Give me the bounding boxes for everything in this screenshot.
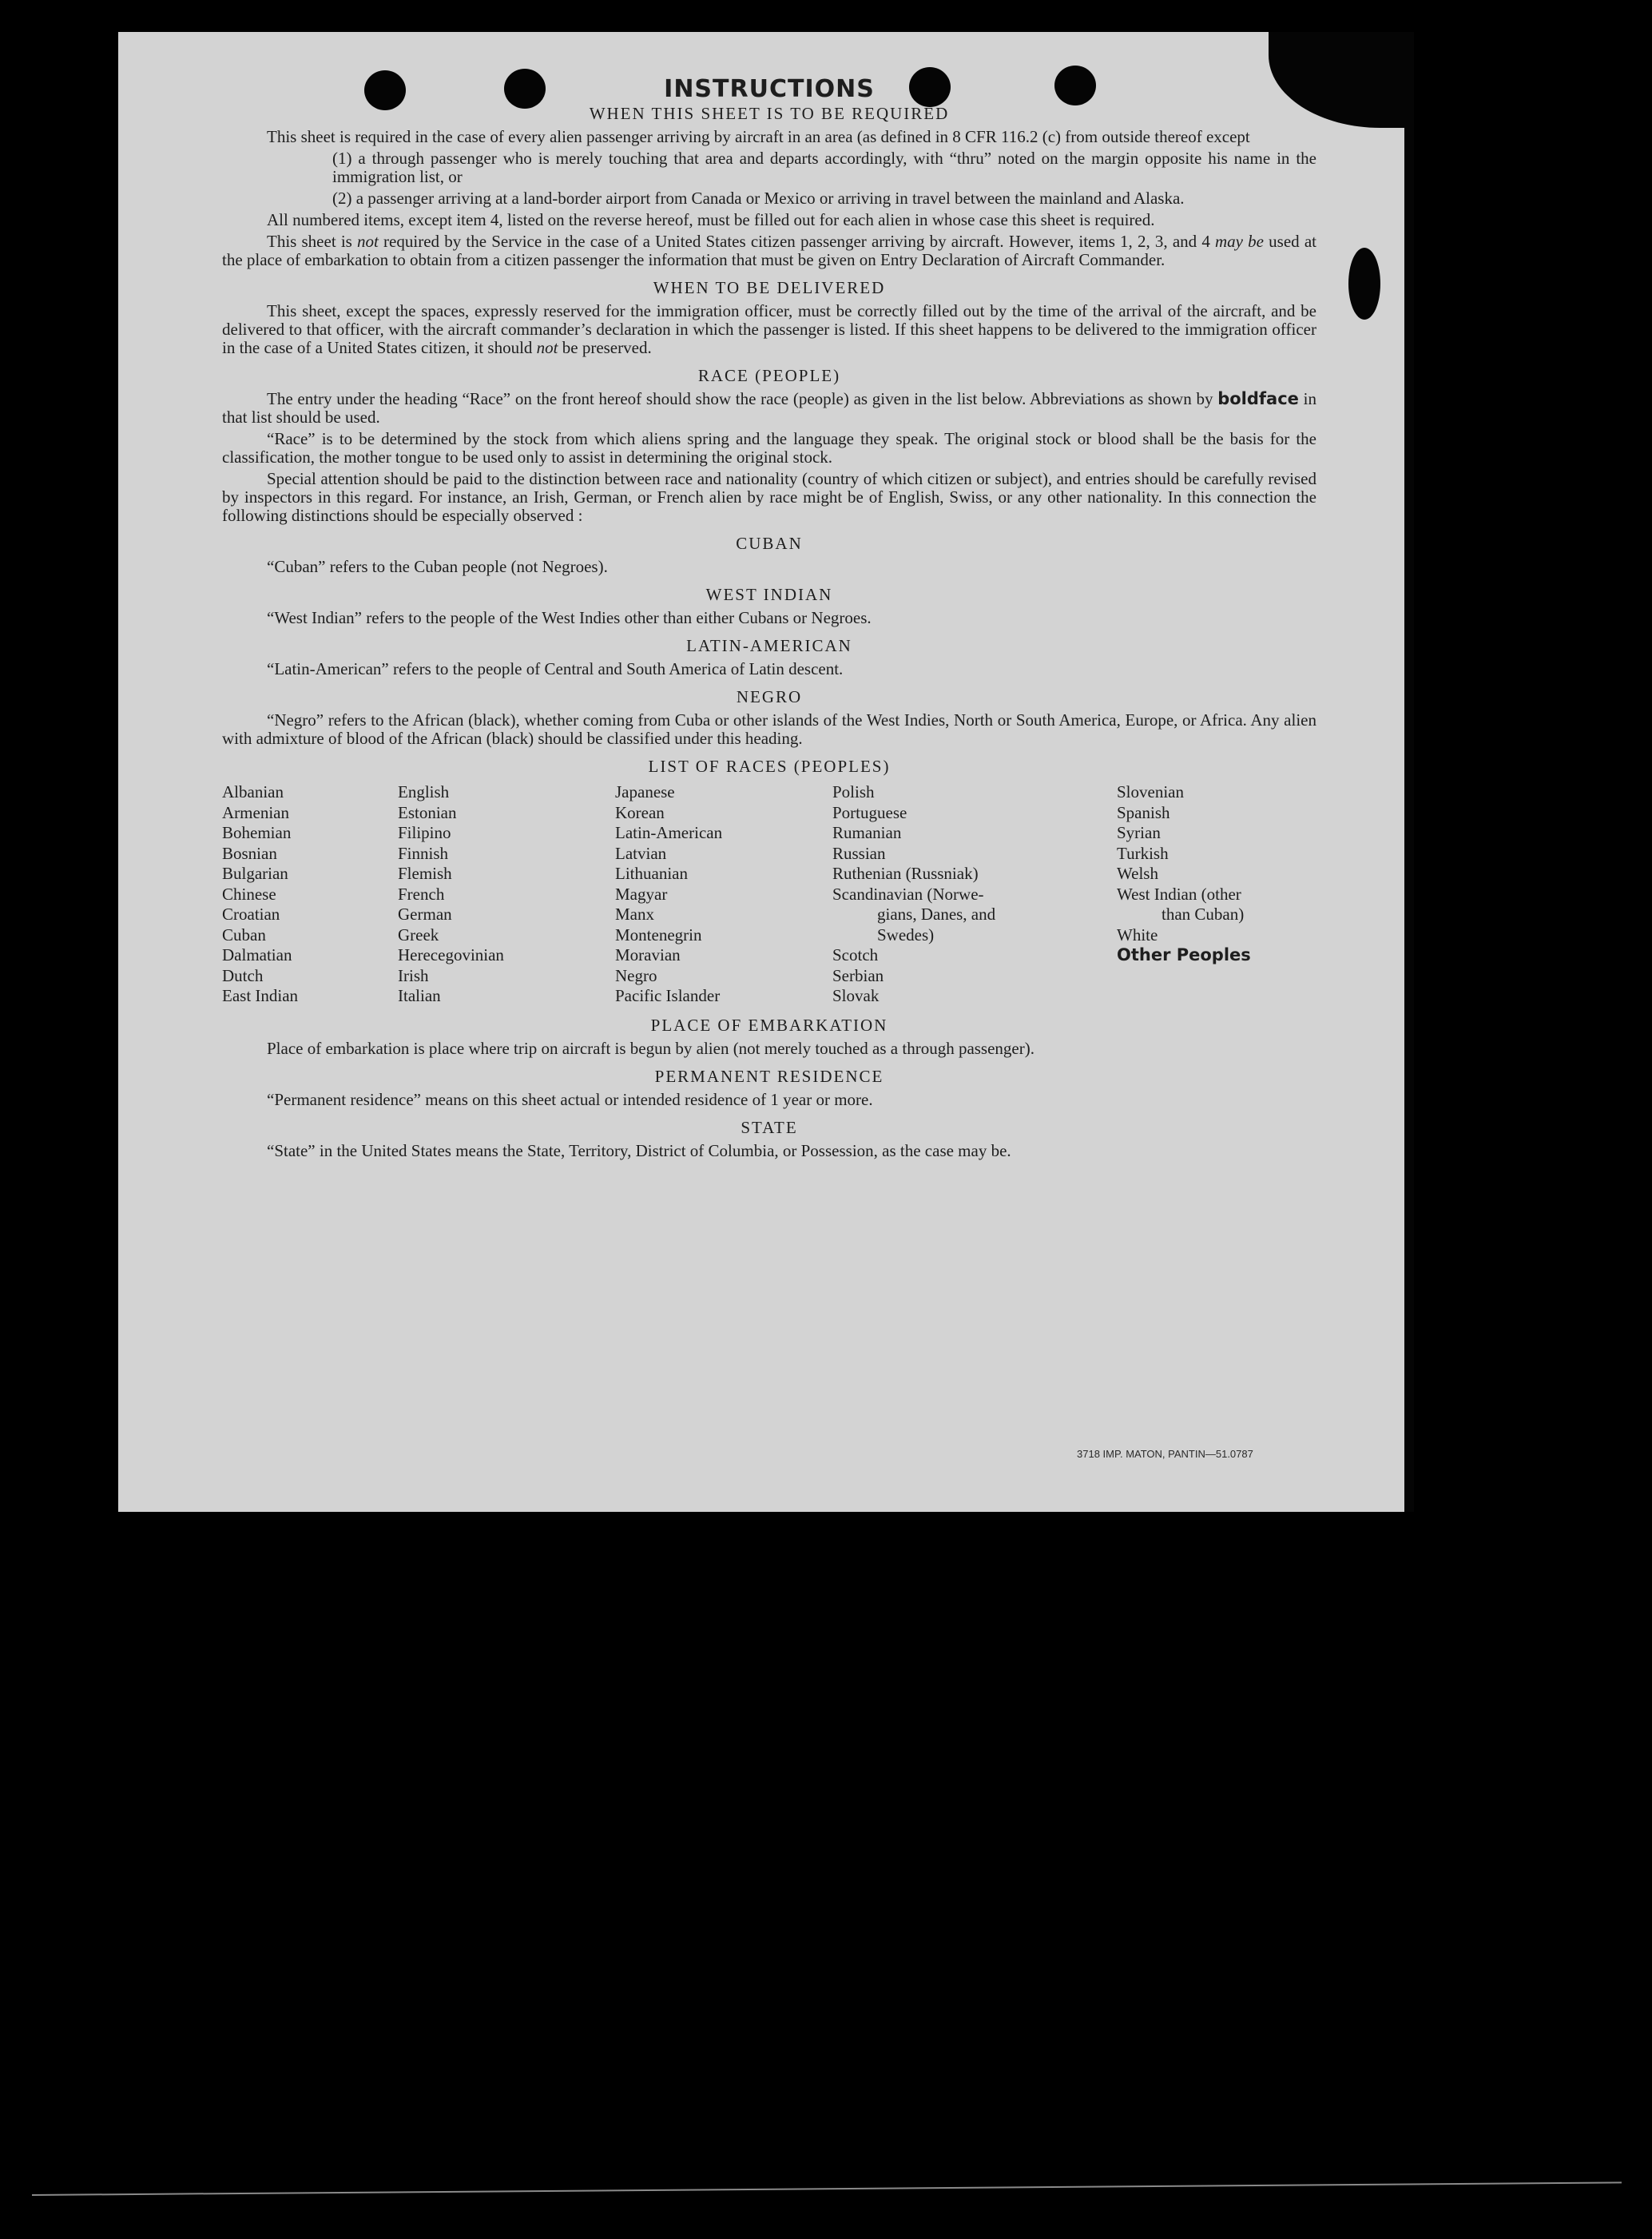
race-item: Ruthenian (Russniak): [832, 864, 979, 883]
paragraph: “West Indian” refers to the people of the West Indies other than either Cubans or Negroes.: [267, 608, 872, 627]
races-column: [222, 782, 398, 1007]
paragraph: This sheet is required in the case of every alien passenger arriving by aircraft in an area (as defined in 8 CFR 116.2 (c) from outside thereof except: [267, 127, 1250, 146]
race-item: Serbian: [832, 965, 884, 985]
section-heading: WEST INDIAN: [705, 585, 833, 604]
race-item: Moravian: [615, 945, 681, 964]
race-item: Estonian: [398, 802, 457, 822]
race-item: Russian: [832, 843, 886, 863]
race-item: Korean: [615, 802, 665, 822]
race-item: Irish: [398, 965, 429, 985]
paragraph: All numbered items, except item 4, listed on the reverse hereof, must be filled out for each alien in whose case this sheet is required.: [267, 210, 1155, 229]
scan-artifact-line: [32, 2181, 1622, 2196]
race-item: West Indian (other: [1117, 884, 1241, 904]
list-item: (2) a passenger arriving at a land-border airport from Canada or Mexico or arriving in travel between the mainland and Alaska.: [332, 189, 1185, 208]
race-item: Turkish: [1117, 843, 1169, 863]
paragraph: [222, 390, 1316, 427]
race-item: German: [398, 905, 452, 924]
torn-edge: [1348, 248, 1380, 320]
race-item-continuation: than Cuban): [1162, 905, 1245, 924]
paragraph: Place of embarkation is place where trip on aircraft is begun by alien (not merely touched as a through passenger).: [267, 1038, 1034, 1058]
race-item: Chinese: [222, 884, 276, 904]
paragraph: “Race” is to be determined by the stock from which aliens spring and the language they speak. The original stock or blood shall be the basis for the classification, the mother tongue to be used only to assist in determining the original stock.: [222, 429, 1316, 467]
race-item-continuation: gians, Danes, and: [877, 905, 996, 924]
paragraph: [222, 302, 1316, 357]
paragraph: “Cuban” refers to the Cuban people (not Negroes).: [267, 557, 608, 576]
paragraph: “State” in the United States means the State, Territory, District of Columbia, or Possession, as the case may be.: [267, 1140, 1011, 1160]
document-sheet: [118, 32, 1414, 1512]
race-item: Slovenian: [1117, 782, 1184, 801]
paragraph: “Negro” refers to the African (black), whether coming from Cuba or other islands of the West Indies, North or South America, Europe, or Africa. Any alien with admixture of blood of the African (black) should be classified under this heading.: [222, 710, 1316, 748]
section-heading: LATIN-AMERICAN: [686, 636, 852, 655]
race-item: Japanese: [615, 782, 675, 801]
races-table: [222, 782, 1316, 1007]
race-item: Portuguese: [832, 802, 907, 822]
race-item: Greek: [398, 925, 439, 945]
race-item: Latvian: [615, 843, 667, 863]
paragraph: Special attention should be paid to the distinction between race and nationality (country of which citizen or subject), and entries should be carefully revised by inspectors in this regard. For instance, an Irish, German, or French alien by race might be of English, Swiss, or any other nationality. In this connection the following distinctions should be especially observed :: [222, 469, 1316, 525]
races-column: [398, 782, 615, 1007]
emphasis: not: [536, 338, 558, 357]
race-item: Flemish: [398, 864, 452, 883]
race-item: Lithuanian: [615, 864, 688, 883]
section-heading: WHEN THIS SHEET IS TO BE REQUIRED: [589, 104, 950, 123]
race-item: Filipino: [398, 823, 451, 842]
section-heading: PLACE OF EMBARKATION: [650, 1015, 888, 1035]
race-item: Scandinavian (Norwe-: [832, 884, 984, 904]
race-item: Italian: [398, 986, 441, 1005]
races-column: [832, 782, 1117, 1007]
race-item: Dutch: [222, 965, 264, 985]
race-item: Polish: [832, 782, 875, 801]
race-item: White: [1117, 925, 1158, 945]
race-item: French: [398, 884, 445, 904]
race-item: Bohemian: [222, 823, 292, 842]
section-heading: LIST OF RACES (PEOPLES): [648, 757, 891, 776]
race-item: Bulgarian: [222, 864, 288, 883]
race-item: Pacific Islander: [615, 986, 721, 1005]
race-item: Welsh: [1117, 864, 1158, 883]
emphasis: boldface: [1217, 389, 1299, 408]
text-run: This sheet is: [267, 232, 358, 251]
text-run: This sheet, except the spaces, expressly reserved for the immigration officer, must be correctly filled out by the time of the arrival of the aircraft, and be delivered to that officer, with the aircraft commander’s declaration in which the passenger is listed. If this sheet happens to be delivered to the immigration officer in the case of a United States citizen, it should: [222, 301, 1316, 357]
race-item: Albanian: [222, 782, 284, 801]
races-column: [1117, 782, 1316, 1007]
paragraph: [222, 233, 1316, 269]
race-item: Other Peoples: [1117, 945, 1251, 964]
text-run: The entry under the heading “Race” on the front hereof should show the race (people) as given in the list below. Abbreviations as shown by: [267, 389, 1218, 408]
text-run: required by the Service in the case of a United States citizen passenger arriving by aircraft. However, items 1, 2, 3, and 4: [378, 232, 1216, 251]
race-item: English: [398, 782, 450, 801]
section-heading: WHEN TO BE DELIVERED: [653, 278, 886, 297]
race-item: Latin-American: [615, 823, 723, 842]
race-item: Cuban: [222, 925, 266, 945]
race-item: Bosnian: [222, 843, 277, 863]
race-item: Scotch: [832, 945, 879, 964]
race-item: Magyar: [615, 884, 668, 904]
race-item: Croatian: [222, 905, 280, 924]
torn-edge: [1404, 32, 1414, 1512]
race-item-continuation: Swedes): [877, 925, 935, 945]
races-column: [615, 782, 832, 1007]
race-item: Manx: [615, 905, 654, 924]
race-item: Dalmatian: [222, 945, 292, 964]
printer-mark: 3718 IMP. MATON, PANTIN—51.0787: [1077, 1448, 1253, 1460]
emphasis: not: [357, 232, 379, 251]
race-item: Rumanian: [832, 823, 902, 842]
section-heading: STATE: [741, 1117, 798, 1137]
list-item: (1) a through passenger who is merely touching that area and departs accordingly, with “thru” noted on the margin opposite his name in the immigration list, or: [332, 149, 1316, 186]
race-item: Spanish: [1117, 802, 1170, 822]
emphasis: may be: [1215, 232, 1264, 251]
text-run: in that list should be used.: [222, 389, 1317, 427]
race-item: Finnish: [398, 843, 449, 863]
race-item: Syrian: [1117, 823, 1161, 842]
paragraph: “Latin-American” refers to the people of Central and South America of Latin descent.: [267, 659, 844, 678]
text-run: be preserved.: [558, 338, 652, 357]
race-item: Armenian: [222, 802, 289, 822]
race-item: Negro: [615, 965, 657, 985]
race-item: Montenegrin: [615, 925, 702, 945]
text-run: used at the place of embarkation to obtain from a citizen passenger the information that must be given on Entry Declaration of Aircraft Commander.: [222, 232, 1317, 269]
race-item: Slovak: [832, 986, 880, 1005]
instructions-text: [222, 75, 1317, 1163]
section-heading: PERMANENT RESIDENCE: [654, 1066, 884, 1086]
page-title: INSTRUCTIONS: [664, 75, 875, 103]
section-heading: NEGRO: [736, 687, 803, 706]
paragraph: “Permanent residence” means on this sheet actual or intended residence of 1 year or more.: [267, 1089, 873, 1109]
race-item: East Indian: [222, 986, 299, 1005]
section-heading: CUBAN: [736, 534, 803, 553]
race-item: Herecegovinian: [398, 945, 504, 964]
section-heading: RACE (PEOPLE): [697, 366, 841, 385]
